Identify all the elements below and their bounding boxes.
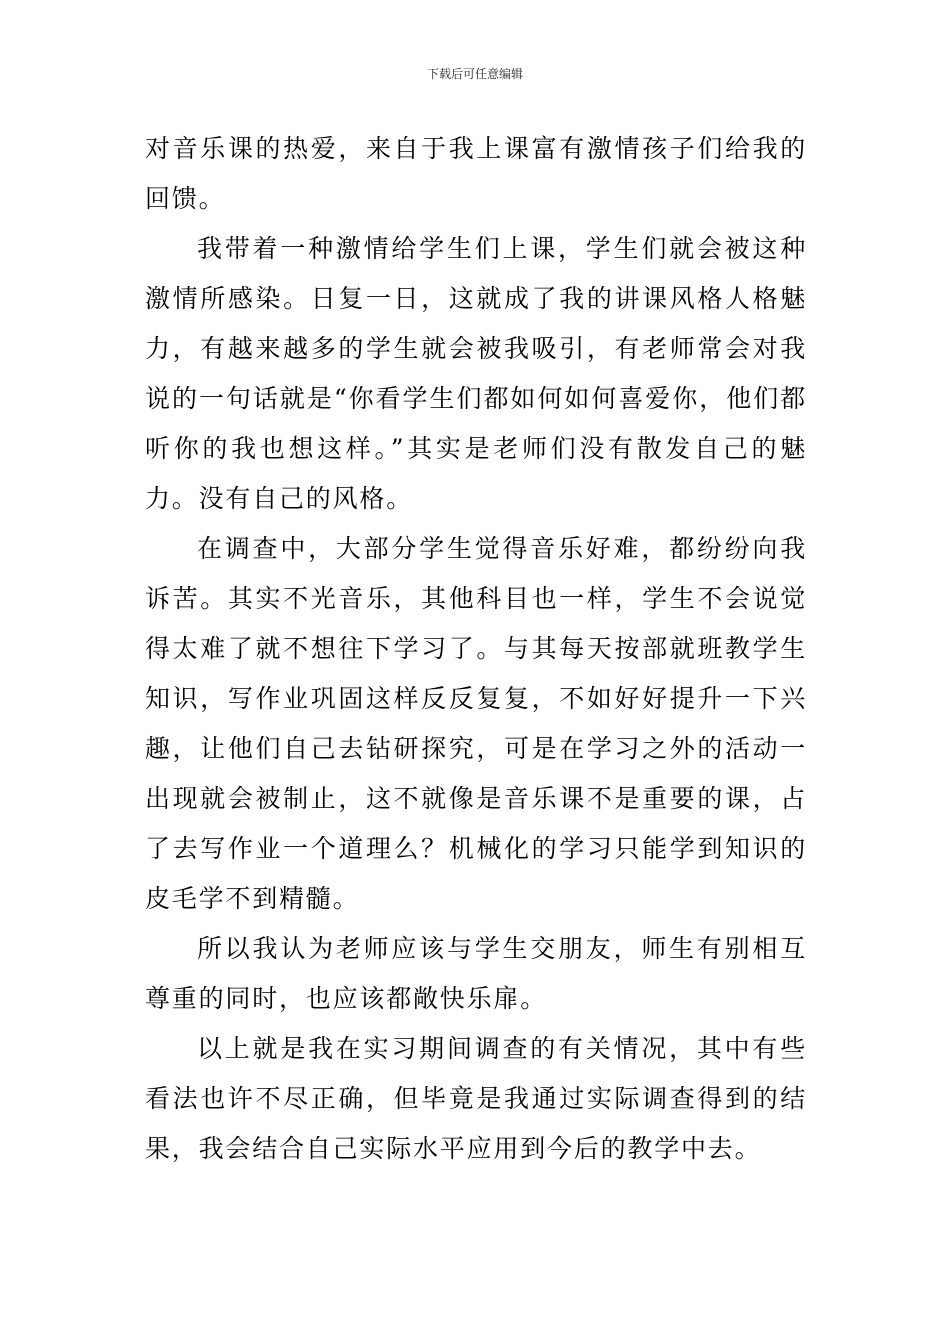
paragraph-survey-findings: 在调查中，大部分学生觉得音乐好难，都纷纷向我诉苦。其实不光音乐，其他科目也一样，学生不会说觉得太难了就不想往下学习了。与其每天按部就班教学生知识，写作业巩固这样反反复复，不如好好提升一下兴趣，让他们自己去钻研探究，可是在学习之外的活动一出现就会被制止，这不就像是音乐课不是重要的课，占了去写作业一个道理么？机械化的学习只能学到知识的皮毛学不到精髓。: [145, 534, 807, 913]
page-header-note: 下载后可任意编辑: [426, 67, 523, 81]
document-body: [145, 124, 807, 1174]
paragraph-continuation: 对音乐课的热爱，来自于我上课富有激情孩子们给我的回馈。: [145, 134, 807, 213]
paragraph-passion-teaching: 我带着一种激情给学生们上课，学生们就会被这种激情所感染。日复一日，这就成了我的讲课风格人格魅力，有越来越多的学生就会被我吸引，有老师常会对我说的一句话就是“你看学生们都如何如何喜爱你，他们都听你的我也想这样。”其实是老师们没有散发自己的魅力。没有自己的风格。: [145, 234, 807, 513]
paragraph-teacher-friendship: 所以我认为老师应该与学生交朋友，师生有别相互尊重的同时，也应该都敞快乐扉。: [145, 934, 807, 1013]
paragraph-conclusion: 以上就是我在实习期间调查的有关情况，其中有些看法也许不尽正确，但毕竟是我通过实际调查得到的结果，我会结合自己实际水平应用到今后的教学中去。: [145, 1034, 807, 1163]
